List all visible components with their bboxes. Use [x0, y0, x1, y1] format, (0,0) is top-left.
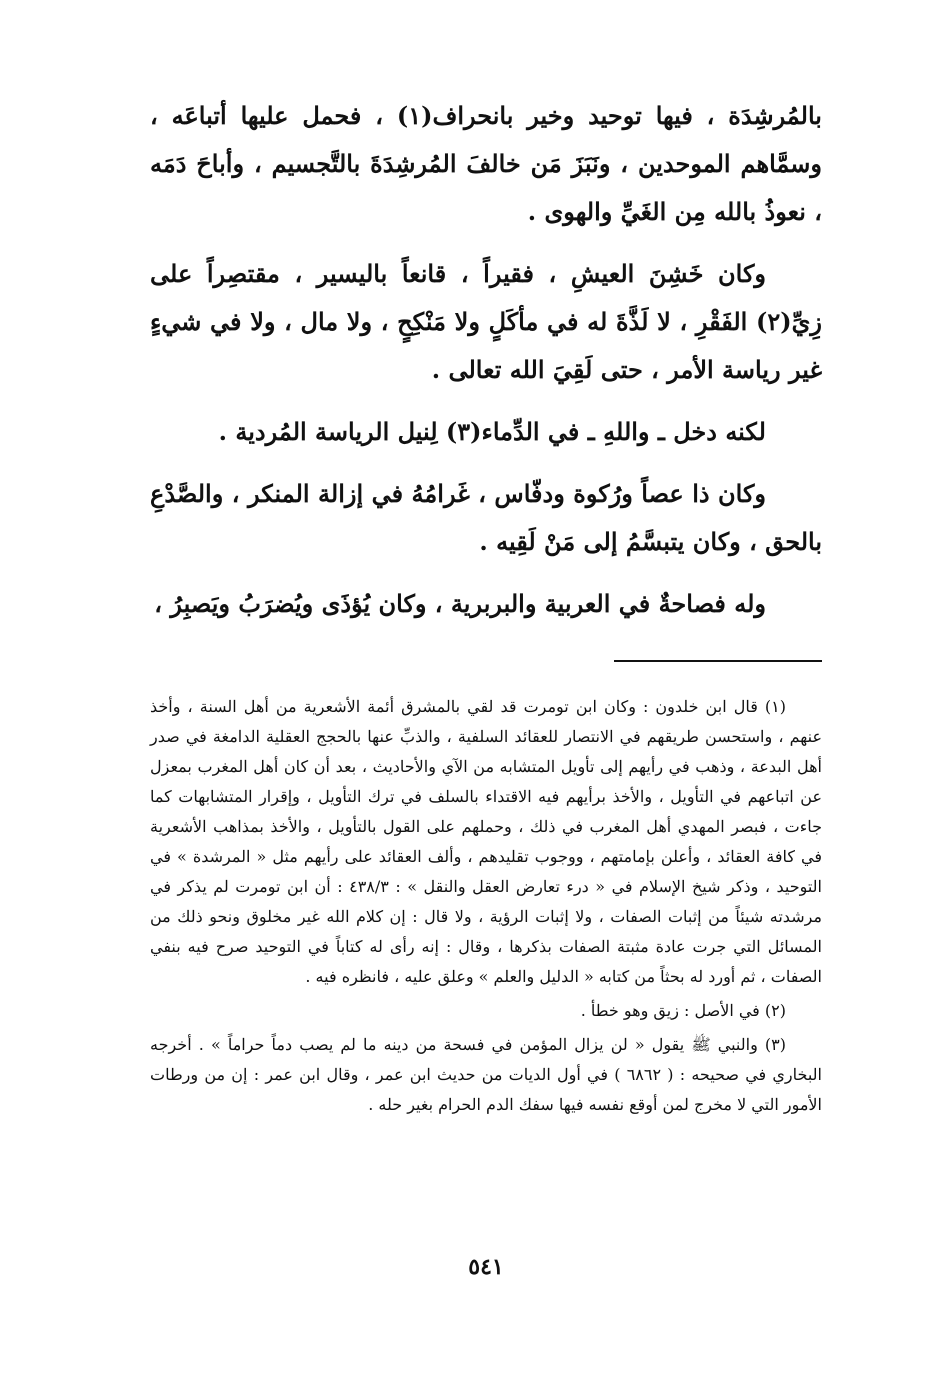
paragraph-1: بالمُرشِدَة ، فيها توحيد وخير بانحراف(١) ، فحمل عليها أتباعَه ، وسمَّاهم الموحدين ، ونَبَزَ مَن خالفَ المُرشِدَةَ بالتَّجسيم ، وأباحَ دَمَه ، نعوذُ بالله مِن الغَيِّ والهوى . [150, 101, 822, 226]
paragraph-3: لكنه دخل ـ واللهِ ـ في الدِّماء(٣) لِنيل الرياسة المُردية . [218, 417, 766, 446]
paragraph-2: وكان خَشِنَ العيشِ ، فقيراً ، قانعاً باليسير ، مقتصِراً على زِيِّ(٢) الفَقْرِ ، لا لَذَّةَ له في مأكَلٍ ولا مَنْكِحٍ ، ولا مال ، ولا في شيءٍ غير رياسة الأمر ، حتى لَقِيَ الله تعالى . [150, 259, 822, 384]
book-page [150, 92, 822, 1352]
paragraph-5: وله فصاحةٌ في العربية والبربرية ، وكان يُؤذَى ويُضرَبُ ويَصبِرُ ، [154, 589, 766, 618]
paragraph-4: وكان ذا عصاً ورُكوة ودفّاس ، غَرامُهُ في إزالة المنكر ، والصَّدْعِ بالحق ، وكان يتبسَّمُ إلى مَنْ لَقِيه . [150, 479, 822, 556]
page-number: ٥٤١ [468, 1254, 504, 1280]
main-text [150, 92, 822, 628]
footnotes [150, 692, 822, 1124]
footnote-1: (١) قال ابن خلدون : وكان ابن تومرت قد لقي بالمشرق أئمة الأشعرية من أهل السنة ، وأخذ عنهم ، واستحسن طريقهم في الانتصار للعقائد السلفية ، والذبِّ عنها بالحجج العقلية الدامغة في صدر أهل البدعة ، وذهب في رأيهم إلى تأويل المتشابه من الآي والأحاديث ، بعد أن كان أهل المغرب بمعزل عن اتباعهم في التأويل ، والأخذ برأيهم فيه الاقتداء بالسلف في ترك التأويل ، وإقرار المتشابهات كما جاءت ، فبصر المهدي أهل المغرب في ذلك ، وحملهم على القول بالتأويل ، والأخذ بمذاهب الأشعرية في كافة العقائد ، وأعلن بإمامتهم ، ووجوب تقليدهم ، وألف العقائد على رأيهم مثل « المرشدة » في التوحيد ، وذكر شيخ الإسلام في « درء تعارض العقل والنقل » : ٤٣٨/٣ : أن ابن تومرت لم يذكر في مرشدته شيئاً من إثبات الصفات ، ولا إثبات الرؤية ، ولا قال : إن كلام الله غير مخلوق ونحو ذلك من المسائل التي جرت عادة مثبتة الصفات بذكرها ، وقال : إنه رأى له كتاباً في التوحيد صرح فيه بنفي الصفات ، ثم أورد له بحثاً من كتابه « الدليل والعلم » وعلق عليه ، فانظره فيه . [150, 697, 823, 986]
footnote-3: (٣) والنبي ﷺ يقول « لن يزال المؤمن في فسحة من دينه ما لم يصب دماً حراماً » . أخرجه البخاري في صحيحه : ( ٦٨٦٢ ) في أول الديات من حديث ابن عمر ، وقال ابن عمر : إن من ورطات الأمور التي لا مخرج لمن أوقع نفسه فيها سفك الدم الحرام بغير حله . [150, 1035, 823, 1114]
footnote-2: (٢) في الأصل : زيق وهو خطأ . [580, 1001, 786, 1020]
footnote-separator [614, 660, 822, 662]
